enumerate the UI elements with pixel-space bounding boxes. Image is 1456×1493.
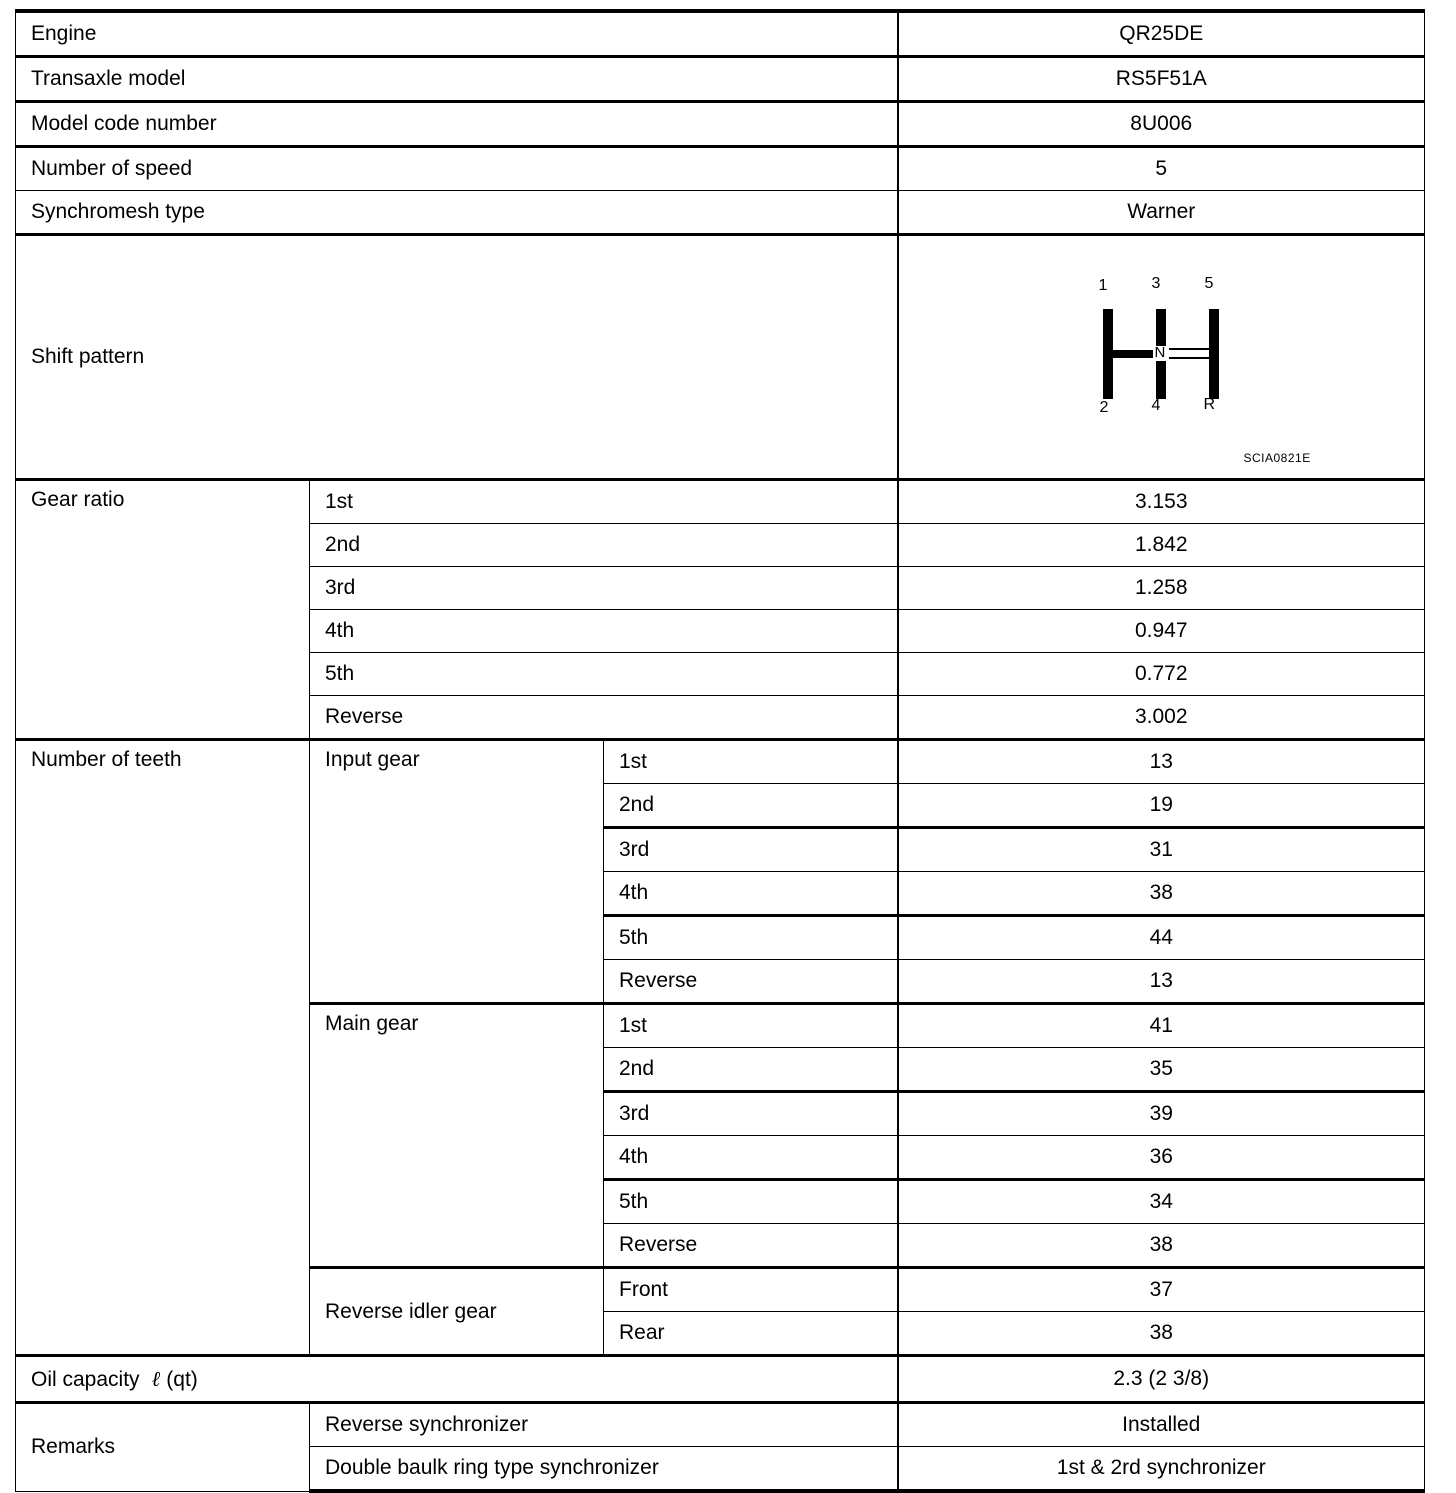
gear-ratio-value: 1.842 — [898, 524, 1425, 567]
oil-capacity-value: 2.3 (2 3/8) — [898, 1356, 1425, 1403]
input-gear-gear: 3rd — [604, 828, 898, 872]
main-gear-gear: 3rd — [604, 1092, 898, 1136]
reverse-idler-gear-value: 38 — [898, 1312, 1425, 1356]
gear-2-label: 2 — [1099, 399, 1109, 416]
gear-ratio-gear: Reverse — [310, 696, 898, 740]
liter-symbol: ℓ — [151, 1366, 161, 1391]
remarks-label: Remarks — [16, 1403, 310, 1492]
input-gear-gear: 2nd — [604, 784, 898, 828]
model-code-value: 8U006 — [898, 102, 1425, 147]
row-model-code — [16, 102, 1425, 147]
oil-capacity-text: Oil capacity — [31, 1367, 140, 1391]
input-gear-value: 13 — [898, 740, 1425, 784]
number-of-teeth-label: Number of teeth — [16, 740, 310, 1356]
reverse-idler-gear-label: Reverse idler gear — [310, 1268, 604, 1356]
shift-pattern-label: Shift pattern — [16, 235, 898, 480]
reverse-idler-gear-gear: Front — [604, 1268, 898, 1312]
gear-ratio-gear: 4th — [310, 610, 898, 653]
number-of-speed-label: Number of speed — [16, 147, 898, 191]
gear-1-label: 1 — [1098, 277, 1108, 294]
input-gear-label: Input gear — [310, 740, 604, 1004]
main-gear-gear: Reverse — [604, 1224, 898, 1268]
engine-value: QR25DE — [898, 11, 1425, 57]
shift-pattern-diagram — [1098, 275, 1329, 473]
engine-label: Engine — [16, 11, 898, 57]
model-code-label: Model code number — [16, 102, 898, 147]
input-gear-gear: 1st — [604, 740, 898, 784]
main-gear-value: 38 — [898, 1224, 1425, 1268]
main-gear-gear: 5th — [604, 1180, 898, 1224]
input-gear-value: 44 — [898, 916, 1425, 960]
row-engine — [16, 11, 1425, 57]
input-gear-value: 31 — [898, 828, 1425, 872]
input-gear-gear: 5th — [604, 916, 898, 960]
main-gear-value: 36 — [898, 1136, 1425, 1180]
synchromesh-type-value: Warner — [898, 191, 1425, 235]
remarks-item-value: Installed — [898, 1403, 1425, 1447]
row-gear-ratio-1st — [16, 480, 1425, 524]
transaxle-model-label: Transaxle model — [16, 57, 898, 102]
input-gear-value: 13 — [898, 960, 1425, 1004]
main-gear-gear: 2nd — [604, 1048, 898, 1092]
row-oil-capacity — [16, 1356, 1425, 1403]
gear-ratio-value: 3.153 — [898, 480, 1425, 524]
shift-pattern-figure — [898, 235, 1425, 480]
synchromesh-type-label: Synchromesh type — [16, 191, 898, 235]
reverse-idler-gear-gear: Rear — [604, 1312, 898, 1356]
gear-r-label: R — [1203, 396, 1216, 413]
main-gear-gear: 1st — [604, 1004, 898, 1048]
row-number-of-speed — [16, 147, 1425, 191]
gear-ratio-gear: 2nd — [310, 524, 898, 567]
input-gear-gear: 4th — [604, 872, 898, 916]
gear-ratio-gear: 1st — [310, 480, 898, 524]
transaxle-model-value: RS5F51A — [898, 57, 1425, 102]
main-gear-value: 34 — [898, 1180, 1425, 1224]
input-gear-value: 38 — [898, 872, 1425, 916]
row-shift-pattern — [16, 235, 1425, 480]
gear-ratio-value: 0.947 — [898, 610, 1425, 653]
number-of-speed-value: 5 — [898, 147, 1425, 191]
gear-ratio-gear: 5th — [310, 653, 898, 696]
row-input-gear-1st — [16, 740, 1425, 784]
input-gear-gear: Reverse — [604, 960, 898, 1004]
gear-ratio-value: 0.772 — [898, 653, 1425, 696]
gear-ratio-value: 1.258 — [898, 567, 1425, 610]
reverse-idler-gear-value: 37 — [898, 1268, 1425, 1312]
row-synchromesh-type — [16, 191, 1425, 235]
input-gear-value: 19 — [898, 784, 1425, 828]
main-gear-label: Main gear — [310, 1004, 604, 1268]
row-transaxle-model — [16, 57, 1425, 102]
gear-5-label: 5 — [1204, 275, 1214, 292]
gear-ratio-gear: 3rd — [310, 567, 898, 610]
main-gear-value: 35 — [898, 1048, 1425, 1092]
gear-ratio-label: Gear ratio — [16, 480, 310, 740]
oil-capacity-unit: (qt) — [166, 1367, 198, 1391]
main-gear-value: 41 — [898, 1004, 1425, 1048]
gear-3-label: 3 — [1151, 275, 1161, 292]
row-remarks-reverse-synchronizer — [16, 1403, 1425, 1447]
oil-capacity-label — [16, 1356, 898, 1403]
transaxle-spec-table — [15, 9, 1425, 1493]
remarks-item-name: Double baulk ring type synchronizer — [310, 1447, 898, 1492]
figure-code: SCIA0821E — [1243, 451, 1311, 465]
remarks-item-value: 1st & 2rd synchronizer — [898, 1447, 1425, 1492]
main-gear-gear: 4th — [604, 1136, 898, 1180]
shift-gate-icon — [1099, 293, 1329, 473]
gear-ratio-value: 3.002 — [898, 696, 1425, 740]
gear-4-label: 4 — [1151, 397, 1161, 414]
neutral-label: N — [1154, 344, 1166, 361]
remarks-item-name: Reverse synchronizer — [310, 1403, 898, 1447]
main-gear-value: 39 — [898, 1092, 1425, 1136]
